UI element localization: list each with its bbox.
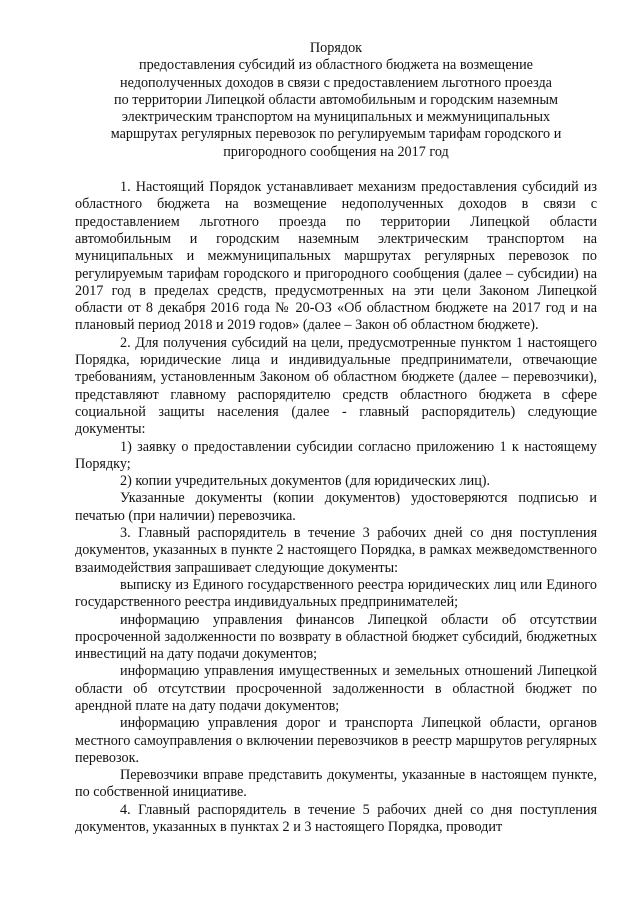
paragraph-3-note: Перевозчики вправе представить документы, указанные в настоящем пункте, по собственной инициативе. (75, 767, 597, 801)
paragraph-2: 2. Для получения субсидий на цели, предусмотренные пунктом 1 настоящего Порядка, юридические лица и индивидуальные предприниматели, отвечающие требованиям, установленным Законом об областном бюджете (далее – перевозчики), представляют главному распорядителю средств областного бюджета в сфере социальной защиты населения (далее - главный распорядитель) следующие документы: (75, 334, 597, 438)
title-line: недополученных доходов в связи с предоставлением льготного проезда (120, 74, 552, 91)
paragraph-3-item-2: информацию управления финансов Липецкой области об отсутствии просроченной задолженности по возврату в областной бюджет субсидий, бюджетных инвестиций на дату подачи документов; (75, 611, 597, 663)
paragraph-3-item-3: информацию управления имущественных и земельных отношений Липецкой области об отсутствии просроченной задолженности в областной бюджет по арендной плате на дату подачи документов; (75, 663, 597, 714)
document-page (75, 40, 597, 836)
paragraph-3-item-4: информацию управления дорог и транспорта Липецкой области, органов местного самоуправления о включении перевозчиков в реестр маршрутов регулярных перевозок. (75, 715, 597, 766)
paragraph-4: 4. Главный распорядитель в течение 5 рабочих дней со дня поступления документов, указанных в пунктах 2 и 3 настоящего Порядка, проводит (75, 801, 597, 836)
title-line: электрическим транспортом на муниципальных и межмуниципальных (121, 109, 551, 126)
paragraph-3: 3. Главный распорядитель в течение 3 рабочих дней со дня поступления документов, указанных в пункте 2 настоящего Порядка, в рамках межведомственного взаимодействия запрашивает следующие документы: (75, 525, 597, 576)
title-line: пригородного сообщения на 2017 год (223, 143, 449, 160)
paragraph-3-item-1: выписку из Единого государственного реестра юридических лиц или Единого государственного реестра индивидуальных предпринимателей; (75, 576, 597, 611)
document-title (75, 40, 597, 161)
title-line: маршрутах регулярных перевозок по регулируемым тарифам городского и (110, 126, 562, 143)
paragraph-2-note: Указанные документы (копии документов) удостоверяются подписью и печатью (при наличии) перевозчика. (75, 490, 597, 524)
paragraph-1: 1. Настоящий Порядок устанавливает механизм предоставления субсидий из областного бюджета на возмещение недополученных доходов в связи с предоставлением льготного проезда по территории Липецкой области автомобильным и городским наземным электрическим транспортом на муниципальных и межмуниципальных маршрутах регулярных перевозок по регулируемым тарифам городского и пригородного сообщения (далее – субсидии) на 2017 год в пределах средств, предусмотренных на эти цели Законом Липецкой области от 8 декабря 2016 года № 20-ОЗ «Об областном бюджете на 2017 год и на плановый период 2018 и 2019 годов» (далее – Закон об областном бюджете). (75, 179, 597, 334)
paragraph-2-item-1: 1) заявку о предоставлении субсидии согласно приложению 1 к настоящему Порядку; (75, 438, 597, 472)
title-line: предоставления субсидий из областного бюджета на возмещение (139, 57, 533, 74)
document-body (75, 179, 597, 836)
title-line: Порядок (309, 40, 363, 56)
paragraph-2-item-2: 2) копии учредительных документов (для юридических лиц). (120, 473, 491, 490)
title-line: по территории Липецкой области автомобильным и городским наземным (114, 91, 558, 108)
